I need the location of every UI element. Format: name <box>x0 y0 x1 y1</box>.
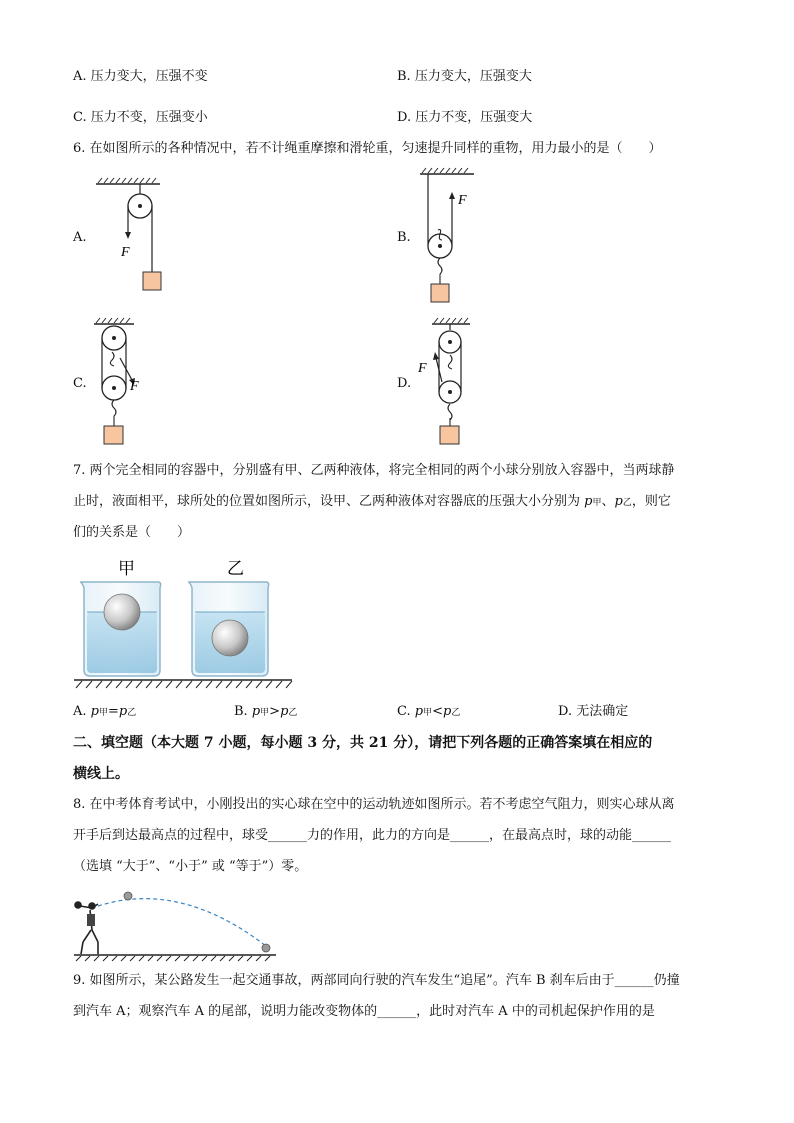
q6-option-a-label: A. <box>73 230 87 245</box>
q6-option-b-label: B. <box>397 230 411 245</box>
section-heading-line2: 横线上。 <box>73 766 129 782</box>
q8-stem-line2: 开手后到达最高点的过程中，球受______力的作用，此力的方向是______，在最高点时，球的动能______ <box>73 828 672 843</box>
pulley-figure-c <box>90 318 170 448</box>
q9-stem-line1: 9. 如图所示，某公路发生一起交通事故，两部同向行驶的汽车发生“追尾”。汽车 B 刹车后由于______仍撞 <box>73 973 680 988</box>
force-label: F <box>458 193 467 208</box>
q9-stem-line2: 到汽车 A；观察汽车 A 的尾部，说明力能改变物体的______，此时对汽车 A 中的司机起保护作用的是 <box>73 1004 655 1019</box>
q6-stem: 6. 在如图所示的各种情况中，若不计绳重摩擦和滑轮重，匀速提升同样的重物，用力最小的是（ ） <box>73 141 662 156</box>
beakers-figure <box>70 552 300 692</box>
force-label: F <box>121 245 130 260</box>
ground-hatch <box>74 680 292 688</box>
beaker-label-yi: 乙 <box>227 559 244 579</box>
q7-option-c: C. p甲<p乙 <box>397 704 461 719</box>
weight-block <box>143 272 161 290</box>
ball <box>212 620 248 656</box>
ceiling-hatch <box>94 318 134 324</box>
q7-stem-line1: 7. 两个完全相同的容器中，分别盛有甲、乙两种液体，将完全相同的两个小球分别放入容器中，当两球静 <box>73 463 675 478</box>
ceiling-hatch <box>420 168 474 174</box>
q6-option-d-label: D. <box>397 376 412 391</box>
beaker-label-jia: 甲 <box>118 559 135 579</box>
q8-stem-line3: （选填 “大于”、“小于” 或 “等于”）零。 <box>73 859 308 874</box>
ground-hatch <box>74 955 276 961</box>
trajectory-curve <box>98 899 266 946</box>
pulley-figure-d <box>414 318 494 448</box>
pulley-figure-b <box>414 166 494 306</box>
section-heading-line1: 二、填空题（本大题 7 小题，每小题 3 分，共 21 分），请把下列各题的正确答案填在相应的 <box>73 735 653 751</box>
q8-stem-line1: 8. 在中考体育考试中，小刚投出的实心球在空中的运动轨迹如图所示。若不考虑空气阻力，则实心球从离 <box>73 797 675 812</box>
shot-ball <box>124 892 132 900</box>
q7-stem-line2: 止时，液面相平，球所处的位置如图所示，设甲、乙两种液体对容器底的压强大小分别为 p甲、p乙，则它 <box>73 494 671 509</box>
ceiling-hatch <box>96 178 160 184</box>
beaker-jia <box>80 582 161 676</box>
force-label: F <box>130 379 139 394</box>
q7-option-d: D. 无法确定 <box>558 704 629 719</box>
weight-block <box>440 426 459 444</box>
ball <box>104 594 140 630</box>
beaker-yi <box>188 582 269 676</box>
pulley-figure-a <box>90 176 170 296</box>
ceiling-hatch <box>432 318 470 324</box>
q6-option-c-label: C. <box>73 376 87 391</box>
q7-option-a: A. p甲=p乙 <box>73 704 137 719</box>
q7-stem-line3: 们的关系是（ ） <box>73 525 191 540</box>
force-label: F <box>418 361 427 376</box>
q5-option-d: D. 压力不变，压强变大 <box>397 110 533 125</box>
shot-ball-landed <box>262 944 270 952</box>
athlete <box>75 902 98 954</box>
q5-option-c: C. 压力不变，压强变小 <box>73 110 208 125</box>
weight-block <box>431 284 449 302</box>
q5-option-a: A. 压力变大，压强不变 <box>73 69 208 84</box>
shot-put-figure <box>70 886 280 962</box>
q7-option-b: B. p甲>p乙 <box>234 704 298 719</box>
q5-option-b: B. 压力变大，压强变大 <box>397 69 532 84</box>
weight-block <box>104 426 123 444</box>
